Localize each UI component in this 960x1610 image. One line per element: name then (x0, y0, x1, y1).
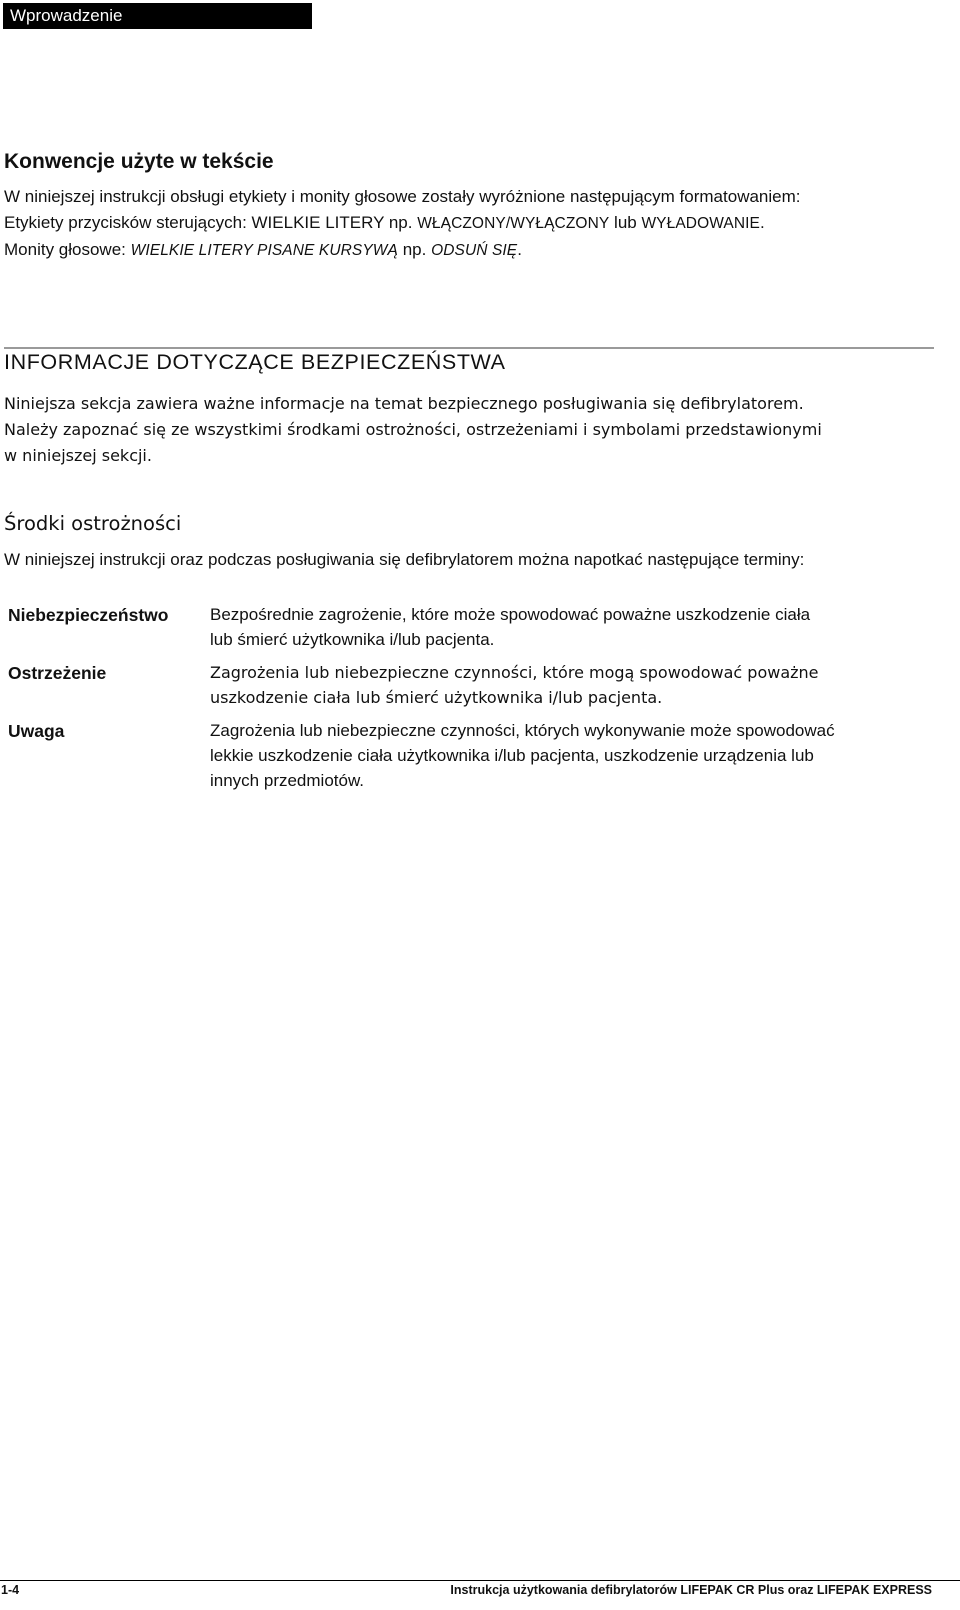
footer-rule (0, 1580, 960, 1581)
safety-title: INFORMACJE DOTYCZĄCE BEZPIECZEŃSTWA (4, 350, 506, 374)
term-label-danger: Niebezpieczeństwo (8, 605, 169, 625)
term-row-warning (8, 660, 928, 710)
term-desc-danger-line-1: Bezpośrednie zagrożenie, które może spowodować poważne uszkodzenie ciała (210, 605, 811, 624)
term-desc-danger (210, 602, 928, 652)
term-desc-caution-line-3: innych przedmiotów. (210, 771, 365, 790)
term-label-caution: Uwaga (8, 721, 65, 741)
voice-prompt-example: ODSUŃ SIĘ (431, 242, 518, 259)
safety-section (4, 350, 934, 469)
term-row-danger (8, 602, 928, 652)
term-desc-warning-line-1: Zagrożenia lub niebezpieczne czynności, które mogą spowodować poważne (210, 663, 819, 682)
conventions-line-2 (4, 210, 934, 237)
footer-page-number: 1-4 (1, 1583, 20, 1597)
safety-line-2: Należy zapoznać się ze wszystkimi środkami ostrożności, ostrzeżeniami i symbolami przedstawionymi (4, 420, 822, 439)
conventions-line-2-prefix: Etykiety przycisków sterujących: WIELKIE LITERY (4, 213, 389, 232)
section-header-tab: Wprowadzenie (3, 3, 312, 29)
conventions-line-3-prefix: Monity głosowe: (4, 240, 131, 259)
conventions-section (4, 150, 934, 264)
term-desc-caution-line-1: Zagrożenia lub niebezpieczne czynności, których wykonywanie może spowodować (210, 721, 835, 740)
term-desc-warning (210, 660, 928, 710)
button-label-example-onoff: WŁĄCZONY/WYŁĄCZONY (417, 215, 610, 232)
footer-document-title: Instrukcja użytkowania defibrylatorów LIFEPAK CR Plus oraz LIFEPAK EXPRESS (450, 1583, 932, 1597)
conventions-line-3 (4, 237, 934, 264)
conventions-line-1: W niniejszej instrukcji obsługi etykiety i monity głosowe zostały wyróżnione następującym formatowaniem: (4, 187, 801, 206)
term-row-caution (8, 718, 928, 793)
precautions-section (4, 512, 934, 573)
term-desc-caution (210, 718, 928, 793)
voice-prompt-format: WIELKIE LITERY PISANE KURSYWĄ (130, 242, 398, 259)
term-label-warning: Ostrzeżenie (8, 663, 107, 683)
precautions-title: Środki ostrożności (4, 512, 182, 535)
precautions-intro: W niniejszej instrukcji oraz podczas posługiwania się defibrylatorem można napotkać następujące terminy: (4, 550, 805, 569)
term-desc-warning-line-2: uszkodzenie ciała lub śmierć użytkownika i/lub pacjenta. (210, 688, 663, 707)
button-label-example-shock: WYŁADOWANIE (641, 215, 760, 232)
safety-line-1: Niniejsza sekcja zawiera ważne informacje na temat bezpiecznego posługiwania się defibrylatorem. (4, 394, 804, 413)
conventions-np-2: np. (397, 240, 432, 259)
term-desc-caution-line-2: lekkie uszkodzenie ciała użytkownika i/lub pacjenta, uszkodzenie urządzenia lub (210, 746, 814, 765)
terms-list (8, 602, 928, 801)
term-desc-danger-line-2: lub śmierć użytkownika i/lub pacjenta. (210, 630, 495, 649)
conventions-np: np. (388, 213, 418, 232)
conventions-line-2-end: . (759, 213, 765, 232)
conventions-or: lub (609, 213, 642, 232)
conventions-line-3-end: . (517, 240, 522, 259)
safety-line-3: w niniejszej sekcji. (4, 446, 152, 465)
safety-section-rule (4, 347, 934, 349)
conventions-title: Konwencje użyte w tekście (4, 150, 274, 173)
